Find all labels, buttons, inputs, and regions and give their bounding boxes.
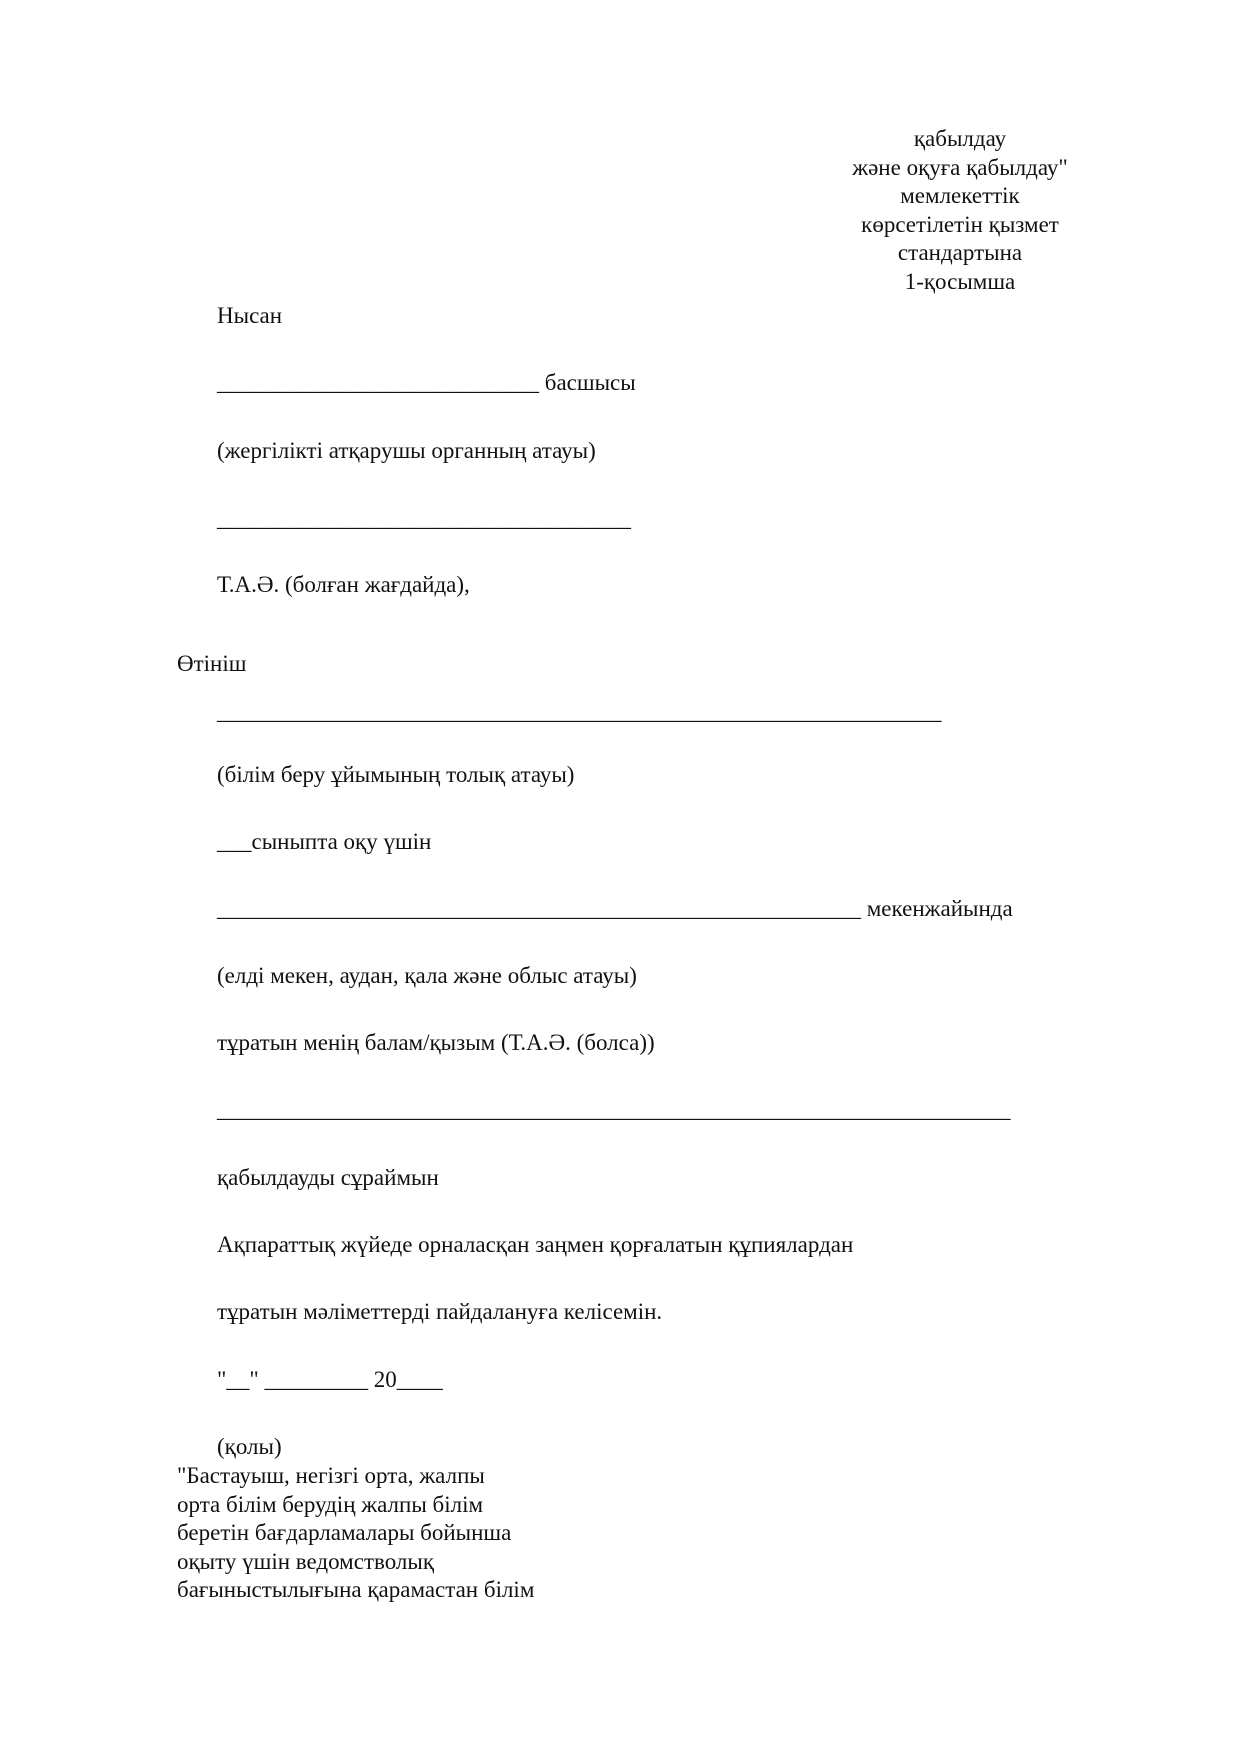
- address-line: ________________________________________________________ мекенжайында: [217, 896, 1013, 921]
- appendix-note-line: және оқуға қабылдау": [852, 154, 1068, 180]
- appendix-note-line: стандартына: [897, 240, 1023, 265]
- service-standard-note-line: бағыныстылығына қарамастан білім: [177, 1577, 535, 1602]
- child-name-blank: _____________________________________________________________________: [217, 1097, 1011, 1122]
- appendix-note-line: мемлекеттік: [900, 183, 1020, 208]
- consent-text-line-2: тұратын мәліметтерді пайдалануға келісемін.: [217, 1299, 663, 1324]
- service-standard-note: [177, 1462, 534, 1605]
- date-line: "__" _________ 20____: [217, 1367, 443, 1392]
- applicant-fio-hint: Т.А.Ә. (болған жағдайда),: [217, 572, 470, 597]
- service-standard-note-line: беретін бағдарламалары бойынша: [177, 1520, 512, 1545]
- child-line: тұратын менің балам/қызым (Т.А.Ә. (болса)): [217, 1030, 655, 1055]
- applicant-name-blank: ____________________________________: [217, 506, 631, 531]
- appendix-note-line: 1-қосымша: [904, 268, 1016, 294]
- address-hint: (елді мекен, аудан, қала және облыс атауы): [217, 963, 637, 988]
- request-text: қабылдауды сұраймын: [217, 1165, 439, 1190]
- form-label: Нысан: [217, 303, 283, 328]
- appendix-note-line: қабылдау: [913, 126, 1007, 151]
- head-of-authority-line: ____________________________ басшысы: [217, 370, 636, 395]
- consent-text-line-1: Ақпараттық жүйеде орналасқан заңмен қорғалатын құпиялардан: [217, 1232, 854, 1257]
- service-standard-note-line: оқыту үшін ведомстволық: [177, 1548, 434, 1574]
- statement-title: Өтініш: [177, 651, 247, 676]
- signature-hint: (қолы): [217, 1434, 282, 1459]
- service-standard-note-line: "Бастауыш, негізгі орта, жалпы: [177, 1463, 485, 1488]
- authority-name-hint: (жергілікті атқарушы органның атауы): [217, 438, 596, 463]
- organization-blank: _______________________________________________________________: [217, 699, 942, 724]
- service-standard-note-line: орта білім берудің жалпы білім: [177, 1491, 484, 1517]
- class-line: ___сыныпта оқу үшін: [217, 829, 432, 854]
- appendix-note: [780, 125, 1140, 296]
- appendix-note-line: көрсетілетін қызмет: [861, 211, 1059, 237]
- organization-hint: (білім беру ұйымының толық атауы): [217, 762, 575, 787]
